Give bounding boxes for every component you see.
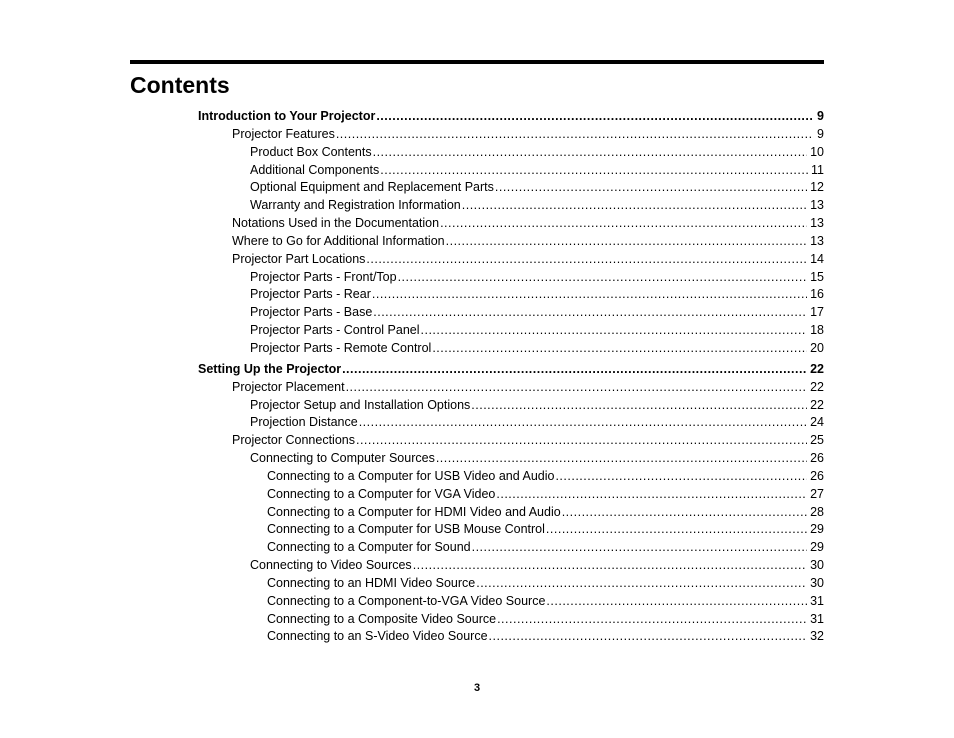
toc-entry-title: Projector Setup and Installation Options xyxy=(250,397,471,412)
dot-leader xyxy=(546,593,807,611)
dot-leader xyxy=(496,486,807,504)
toc-entry-page: 31 xyxy=(810,593,824,608)
dot-leader xyxy=(356,432,807,450)
toc-entry-page: 27 xyxy=(810,486,824,501)
toc-entry[interactable] xyxy=(198,197,824,215)
toc-entry-title: Projector Features xyxy=(232,126,335,141)
dot-leader xyxy=(462,197,807,215)
toc-entry-page: 9 xyxy=(817,126,824,141)
toc-entry-title: Connecting to Video Sources xyxy=(250,558,412,573)
dot-leader xyxy=(346,379,808,397)
header-rule xyxy=(130,60,824,64)
toc-entry[interactable] xyxy=(198,162,824,180)
toc-entry-page: 11 xyxy=(811,162,824,177)
toc-entry-page: 25 xyxy=(810,433,824,448)
dot-leader xyxy=(342,361,807,379)
toc-entry-page: 13 xyxy=(810,233,824,248)
dot-leader xyxy=(495,179,807,197)
toc-entry[interactable] xyxy=(198,322,824,340)
dot-leader xyxy=(472,539,807,557)
toc-entry[interactable] xyxy=(198,233,824,251)
toc-entry-title: Product Box Contents xyxy=(250,144,372,159)
toc-entry[interactable] xyxy=(198,286,824,304)
toc-entry-page: 22 xyxy=(810,379,824,394)
toc-entry-page: 13 xyxy=(810,198,824,213)
toc-entry-page: 24 xyxy=(810,415,824,430)
toc-entry-page: 17 xyxy=(810,305,824,320)
toc-entry-title: Introduction to Your Projector xyxy=(198,109,376,123)
toc-entry[interactable] xyxy=(198,628,824,646)
toc-entry[interactable] xyxy=(198,504,824,522)
toc-entry[interactable] xyxy=(198,126,824,144)
toc-entry-title: Connecting to a Component-to-VGA Video Source xyxy=(267,593,546,608)
dot-leader xyxy=(421,322,808,340)
dot-leader xyxy=(471,397,807,415)
toc-entry[interactable] xyxy=(198,539,824,557)
toc-entry[interactable] xyxy=(198,557,824,575)
toc-entry-title: Projector Parts - Remote Control xyxy=(250,340,432,355)
toc-entry[interactable] xyxy=(198,414,824,432)
dot-leader xyxy=(398,269,808,287)
dot-leader xyxy=(436,450,807,468)
toc-entry-page: 14 xyxy=(810,251,824,266)
toc-entry-page: 20 xyxy=(810,340,824,355)
toc-entry-page: 10 xyxy=(810,144,824,159)
toc-entry-title: Projection Distance xyxy=(250,415,358,430)
toc-entry-page: 13 xyxy=(810,216,824,231)
toc-entry[interactable] xyxy=(198,379,824,397)
toc-entry-page: 18 xyxy=(810,323,824,338)
toc-entry[interactable] xyxy=(198,269,824,287)
table-of-contents xyxy=(198,108,824,646)
toc-entry-title: Projector Parts - Rear xyxy=(250,287,371,302)
toc-entry-title: Setting Up the Projector xyxy=(198,361,342,376)
toc-entry[interactable] xyxy=(198,108,824,126)
toc-entry-title: Additional Components xyxy=(250,162,380,177)
toc-entry-page: 29 xyxy=(810,540,824,555)
toc-entry[interactable] xyxy=(198,575,824,593)
toc-entry-page: 22 xyxy=(810,397,824,412)
toc-entry-title: Projector Connections xyxy=(232,433,355,448)
toc-entry-page: 22 xyxy=(810,361,824,376)
page-title: Contents xyxy=(130,72,230,98)
dot-leader xyxy=(366,251,807,269)
toc-entry-page: 31 xyxy=(810,611,824,626)
toc-entry-page: 29 xyxy=(810,522,824,537)
toc-entry-page: 26 xyxy=(810,468,824,483)
toc-entry-title: Connecting to a Computer for USB Mouse Control xyxy=(267,522,545,537)
toc-entry[interactable] xyxy=(198,251,824,269)
dot-leader xyxy=(446,233,807,251)
toc-entry[interactable] xyxy=(198,397,824,415)
dot-leader xyxy=(562,504,807,522)
toc-entry-page: 28 xyxy=(810,504,824,519)
toc-entry-page: 16 xyxy=(810,287,824,302)
dot-leader xyxy=(555,468,807,486)
toc-entry-title: Where to Go for Additional Information xyxy=(232,233,445,248)
toc-entry-page: 9 xyxy=(817,109,824,123)
dot-leader xyxy=(376,108,813,126)
toc-entry-title: Connecting to a Composite Video Source xyxy=(267,611,497,626)
toc-entry-title: Projector Placement xyxy=(232,379,345,394)
dot-leader xyxy=(336,126,813,144)
toc-entry[interactable] xyxy=(198,304,824,322)
toc-entry-page: 12 xyxy=(810,180,824,195)
toc-entry-title: Connecting to a Computer for USB Video and Audio xyxy=(267,468,555,483)
toc-entry[interactable] xyxy=(198,593,824,611)
toc-entry[interactable] xyxy=(198,611,824,629)
dot-leader xyxy=(476,575,807,593)
toc-entry-page: 26 xyxy=(810,451,824,466)
dot-leader xyxy=(373,144,807,162)
dot-leader xyxy=(413,557,807,575)
toc-entry-title: Projector Part Locations xyxy=(232,251,366,266)
dot-leader xyxy=(497,611,807,629)
dot-leader xyxy=(546,521,807,539)
toc-entry-title: Connecting to a Computer for Sound xyxy=(267,540,471,555)
toc-entry-page: 15 xyxy=(810,269,824,284)
toc-entry-title: Connecting to an S-Video Video Source xyxy=(267,629,488,644)
toc-entry[interactable] xyxy=(198,340,824,358)
toc-entry-page: 32 xyxy=(810,629,824,644)
toc-entry-title: Notations Used in the Documentation xyxy=(232,216,440,231)
toc-entry-title: Connecting to a Computer for VGA Video xyxy=(267,486,496,501)
toc-entry[interactable] xyxy=(198,468,824,486)
toc-entry-page: 30 xyxy=(810,575,824,590)
dot-leader xyxy=(373,304,807,322)
dot-leader xyxy=(359,414,807,432)
toc-entry[interactable] xyxy=(198,521,824,539)
dot-leader xyxy=(380,162,808,180)
dot-leader xyxy=(372,286,807,304)
toc-entry[interactable] xyxy=(198,486,824,504)
toc-entry[interactable] xyxy=(198,144,824,162)
toc-entry-title: Optional Equipment and Replacement Parts xyxy=(250,180,494,195)
toc-entry-title: Projector Parts - Control Panel xyxy=(250,323,420,338)
dot-leader xyxy=(432,340,807,358)
toc-entry[interactable] xyxy=(198,361,824,379)
toc-entry-title: Projector Parts - Base xyxy=(250,305,373,320)
toc-entry-title: Projector Parts - Front/Top xyxy=(250,269,397,284)
toc-entry[interactable] xyxy=(198,432,824,450)
toc-entry-title: Connecting to a Computer for HDMI Video and Audio xyxy=(267,504,561,519)
toc-entry-page: 30 xyxy=(810,558,824,573)
dot-leader xyxy=(440,215,807,233)
toc-entry[interactable] xyxy=(198,179,824,197)
toc-entry[interactable] xyxy=(198,215,824,233)
toc-entry[interactable] xyxy=(198,450,824,468)
toc-entry-title: Warranty and Registration Information xyxy=(250,198,461,213)
page-number: 3 xyxy=(473,682,481,694)
dot-leader xyxy=(489,628,808,646)
toc-entry-title: Connecting to Computer Sources xyxy=(250,451,435,466)
toc-entry-title: Connecting to an HDMI Video Source xyxy=(267,575,476,590)
